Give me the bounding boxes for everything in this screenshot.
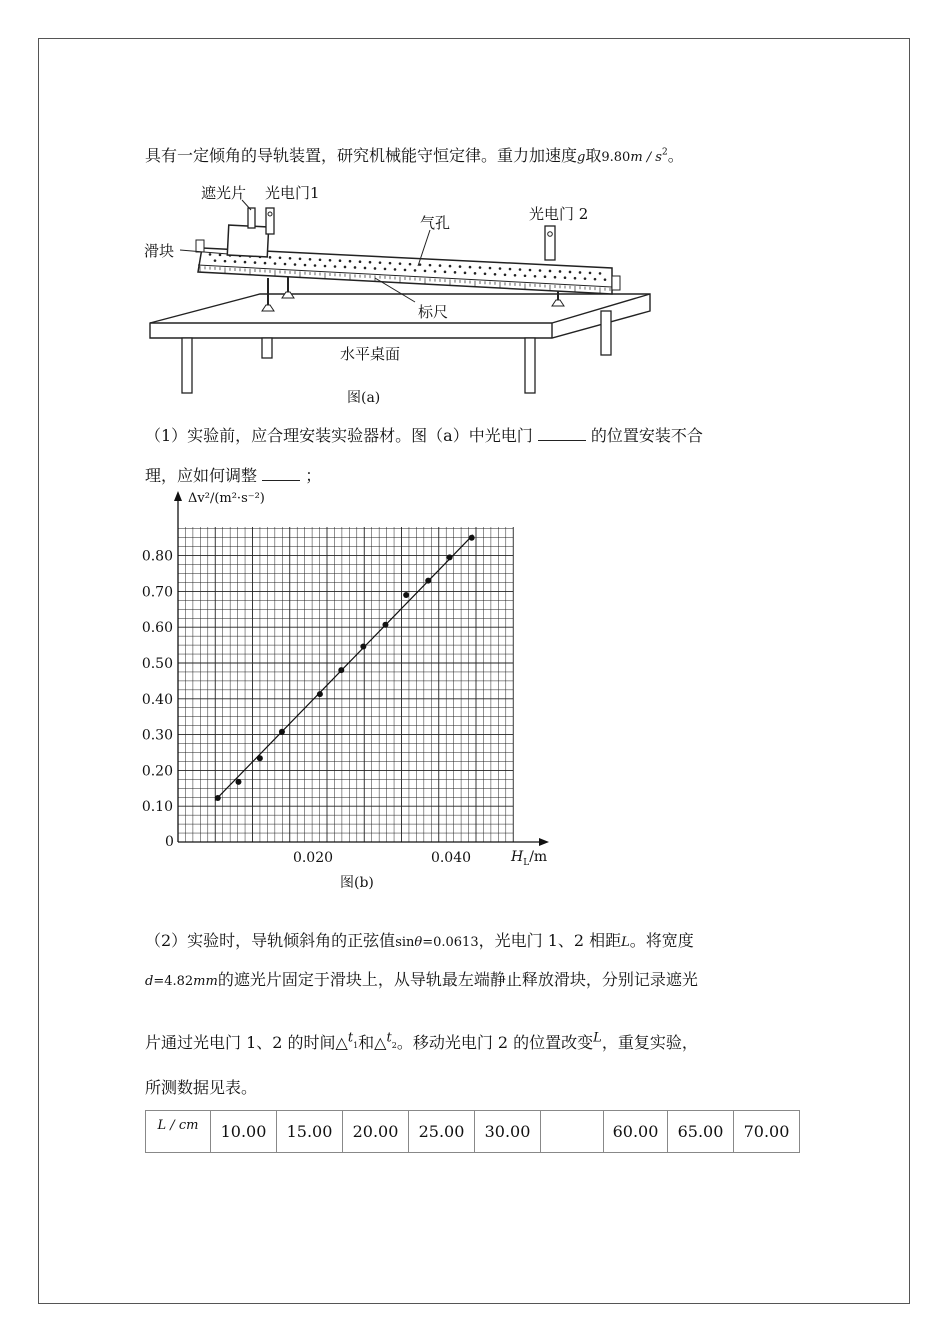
air-hole: [579, 271, 582, 274]
q2-text-c: 。将宽度: [629, 931, 694, 950]
air-hole: [494, 273, 497, 276]
label-gate2: 光电门 2: [529, 205, 589, 223]
air-hole: [444, 271, 447, 274]
x-axis-label-main: H: [511, 849, 524, 865]
air-hole: [569, 271, 572, 274]
air-hole: [309, 258, 312, 261]
data-point: [317, 691, 323, 697]
track-support-foot: [282, 292, 294, 298]
air-hole: [564, 276, 567, 279]
table-cell: 15.00: [277, 1111, 343, 1153]
label-shade: 遮光片: [201, 184, 247, 202]
intro-text: 具有一定倾角的导轨装置，研究机械能守恒定律。重力加速度: [145, 146, 578, 165]
air-hole: [319, 258, 322, 261]
q2-text-e: 片通过光电门 1、2 的时间△: [145, 1033, 348, 1052]
table-cell: 65.00: [668, 1111, 734, 1153]
x-axis-label-sub: L: [523, 858, 530, 868]
q1-text-c: 理，应如何调整: [145, 466, 258, 485]
air-hole: [394, 268, 397, 271]
q2-line-3: [145, 1030, 698, 1053]
fit-line: [215, 535, 473, 801]
q1-answer-blank-gate[interactable]: [538, 426, 586, 441]
table-cell: 70.00: [734, 1111, 800, 1153]
table-cell: 20.00: [343, 1111, 409, 1153]
q1-text-d: ；: [305, 466, 322, 485]
table-cell: 30.00: [475, 1111, 541, 1153]
table-leg: [262, 338, 272, 358]
air-hole: [304, 264, 307, 267]
air-hole: [499, 267, 502, 270]
q1-line-1: [145, 423, 703, 446]
data-point: [469, 535, 475, 541]
air-hole: [314, 264, 317, 267]
air-hole: [339, 259, 342, 262]
data-point: [447, 554, 453, 560]
air-hole: [274, 262, 277, 265]
air-hole: [464, 272, 467, 275]
air-hole: [389, 262, 392, 265]
g-symbol: g: [577, 150, 586, 165]
data-point: [257, 755, 263, 761]
air-hole: [244, 261, 247, 264]
q2-t2: t: [386, 1030, 392, 1046]
air-hole: [424, 270, 427, 273]
air-hole: [384, 268, 387, 271]
data-point: [360, 644, 366, 650]
y-tick-label: 0.50: [141, 656, 173, 672]
air-hole: [354, 266, 357, 269]
air-hole: [519, 268, 522, 271]
q2-line-4: [145, 1075, 257, 1098]
q2-line-1: [145, 928, 694, 951]
air-hole: [409, 263, 412, 266]
air-hole: [209, 253, 212, 256]
air-hole: [559, 270, 562, 273]
air-hole: [334, 265, 337, 268]
air-hole: [459, 265, 462, 268]
air-hole: [549, 270, 552, 273]
label-table: 水平桌面: [340, 345, 401, 363]
chart-tick-labels: [142, 549, 471, 866]
air-hole: [349, 260, 352, 263]
y-tick-label: 0.70: [141, 584, 173, 601]
air-hole: [294, 263, 297, 266]
air-hole: [469, 266, 472, 269]
table-leg: [525, 338, 535, 393]
air-hole: [529, 269, 532, 272]
data-point: [382, 622, 388, 628]
photogate-1-eye: [268, 212, 272, 216]
q2-t2-sub: 2: [391, 1041, 397, 1050]
table-leg: [601, 311, 611, 355]
air-hole: [484, 273, 487, 276]
x-axis-label-unit: /m: [529, 849, 548, 865]
air-hole: [594, 278, 597, 281]
label-slider: 滑块: [144, 242, 175, 260]
q2-L2: L: [593, 1030, 602, 1046]
origin-label: 0: [165, 834, 174, 850]
photogate-2-eye: [548, 232, 553, 237]
air-hole: [534, 275, 537, 278]
air-hole: [574, 277, 577, 280]
air-hole: [479, 266, 482, 269]
air-hole: [504, 273, 507, 276]
q2-t1: t: [347, 1030, 354, 1046]
q2-d-unit: mm: [193, 974, 218, 989]
table-header-cell: [146, 1111, 211, 1153]
air-hole: [379, 261, 382, 264]
data-point: [338, 667, 344, 673]
air-hole: [404, 269, 407, 272]
air-hole: [509, 268, 512, 271]
air-hole: [604, 278, 607, 281]
data-point: [279, 729, 285, 735]
g-unit: m / s: [630, 150, 662, 165]
data-point: [215, 795, 221, 801]
q1-text-b: 的位置安装不合: [590, 426, 703, 445]
air-hole: [279, 257, 282, 260]
data-table: [145, 1110, 800, 1153]
air-hole: [434, 270, 437, 273]
air-hole: [344, 266, 347, 269]
photogate-2: [545, 226, 555, 260]
air-hole: [584, 277, 587, 280]
q2-text-a: （2）实验时，导轨倾斜角的正弦值: [145, 931, 396, 950]
air-hole: [429, 264, 432, 267]
intro-end: 。: [667, 146, 684, 165]
air-hole: [474, 272, 477, 275]
y-tick-label: 0.30: [141, 727, 173, 744]
q1-answer-blank-adjust[interactable]: [262, 466, 300, 481]
air-hole: [374, 267, 377, 270]
y-axis-arrow: [174, 491, 182, 501]
q2-theta: θ: [414, 935, 423, 950]
x-tick-label: 0.020: [292, 850, 334, 866]
air-hole: [329, 259, 332, 262]
figure-b-chart: [135, 485, 575, 895]
shade-plate: [248, 208, 255, 228]
air-hole: [369, 261, 372, 264]
track-endcap: [196, 240, 204, 252]
q2-d: d: [145, 974, 154, 989]
q2-text-d: 的遮光片固定于滑块上，从导轨最左端静止释放滑块，分别记录遮光: [217, 970, 698, 989]
table-cell: 25.00: [409, 1111, 475, 1153]
q2-sin: sin: [395, 935, 415, 950]
air-hole: [514, 274, 517, 277]
air-hole: [524, 274, 527, 277]
air-hole: [414, 269, 417, 272]
air-hole: [219, 254, 222, 257]
figure-a-caption: 图(a): [347, 390, 381, 406]
y-axis-label: Δv²/(m²·s⁻²): [188, 491, 265, 506]
g-value: 9.80: [601, 150, 631, 165]
air-hole: [399, 262, 402, 265]
q2-text-g: ，重复实验，: [601, 1033, 698, 1052]
figure-b-caption: 图(b): [340, 875, 374, 891]
q2-L: L: [621, 935, 630, 950]
figure-a-apparatus: [140, 178, 660, 410]
q2-line-2: [145, 967, 698, 990]
air-hole: [489, 267, 492, 270]
air-hole: [439, 264, 442, 267]
data-point: [403, 592, 409, 598]
label-ruler: 标尺: [418, 303, 449, 321]
q2-d-value: =4.82: [153, 974, 194, 989]
q2-and: 和△: [358, 1033, 387, 1052]
air-hole: [454, 271, 457, 274]
q2-t1-sub: 1: [353, 1041, 359, 1050]
air-hole: [364, 267, 367, 270]
air-hole: [324, 265, 327, 268]
y-tick-label: 0.40: [141, 691, 173, 708]
air-hole: [269, 256, 272, 259]
air-hole: [224, 260, 227, 263]
track-endcap: [612, 276, 620, 290]
air-hole: [264, 262, 267, 265]
air-hole: [554, 276, 557, 279]
chart-grid: [178, 527, 513, 842]
slider-block: [227, 225, 268, 257]
air-hole: [589, 272, 592, 275]
q2-sin-value: =0.0613: [422, 935, 479, 950]
table-row: [146, 1111, 800, 1153]
intro-line: [145, 143, 684, 166]
air-hole: [299, 257, 302, 260]
q1-text-a: （1）实验前，应合理安装实验器材。图（a）中光电门: [145, 426, 533, 445]
x-axis-arrow: [539, 838, 549, 846]
air-hole: [234, 260, 237, 263]
y-tick-label: 0.10: [141, 799, 173, 816]
label-hole: 气孔: [420, 214, 451, 232]
air-hole: [359, 260, 362, 263]
air-hole: [214, 259, 217, 262]
label-gate1: 光电门1: [265, 184, 320, 202]
air-hole: [289, 257, 292, 260]
y-tick-label: 0.20: [141, 763, 173, 780]
q1-line-2: [145, 463, 321, 486]
x-tick-label: 0.040: [430, 850, 472, 866]
air-hole: [539, 269, 542, 272]
g-unit-sup: 2: [661, 147, 668, 158]
table-cell: 60.00: [604, 1111, 668, 1153]
table-cell-empty: [541, 1111, 604, 1153]
q2-text-f: 。移动光电门 2 的位置改变: [396, 1033, 594, 1052]
chart-fit-line: [215, 535, 473, 801]
air-hole: [449, 265, 452, 268]
air-hole: [254, 261, 257, 264]
air-hole: [544, 275, 547, 278]
data-point: [235, 779, 241, 785]
y-tick-label: 0.80: [141, 548, 173, 565]
q2-text-b: ，光电门 1、2 相距: [478, 931, 622, 950]
data-point: [425, 578, 431, 584]
take-text: 取: [585, 146, 602, 165]
table-cell: 10.00: [211, 1111, 277, 1153]
q2-text-h: 所测数据见表。: [145, 1078, 258, 1097]
air-hole: [599, 272, 602, 275]
y-tick-label: 0.60: [141, 620, 173, 637]
table-leg: [182, 338, 192, 393]
x-axis-label: [510, 849, 547, 868]
air-hole: [284, 263, 287, 266]
table-header-label: L / cm: [157, 1118, 199, 1133]
